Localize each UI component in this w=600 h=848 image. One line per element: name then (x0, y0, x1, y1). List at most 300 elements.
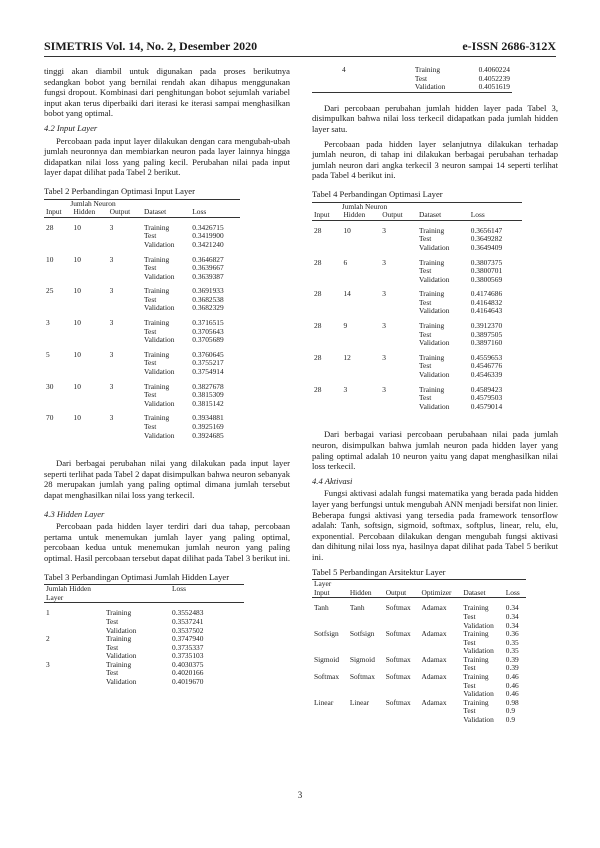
table-5 (312, 579, 526, 725)
input-cell (44, 232, 72, 241)
loss-cell: 0.39 (505, 663, 519, 673)
hidden-cell: 10 (73, 254, 81, 264)
hidden-cell (72, 368, 108, 377)
input-cell (312, 235, 341, 244)
loss-cell: 0.35 (505, 637, 519, 647)
column-header (104, 585, 170, 603)
dataset-cell: Validation (419, 338, 450, 348)
right-column (312, 66, 558, 725)
layer-count-cell (44, 618, 104, 627)
hidden-activation-cell (348, 707, 384, 716)
input-cell (312, 339, 341, 348)
hidden-activation-cell: Tanh (349, 603, 365, 613)
running-header (44, 36, 556, 57)
input-activation-cell (312, 613, 348, 622)
input-cell (312, 276, 341, 285)
hidden-cell (341, 394, 380, 403)
hidden-cell: 10 (73, 349, 81, 359)
dataset-cell: Test (463, 611, 476, 621)
output-cell (108, 328, 142, 337)
hidden-cell (72, 336, 108, 345)
output-cell: 3 (109, 254, 114, 264)
hidden-cell: 6 (343, 257, 348, 267)
table-row (44, 336, 240, 345)
layer-count-cell: 1 (46, 608, 50, 618)
layer-count-cell (312, 83, 413, 92)
dataset-cell: Training (463, 629, 489, 639)
loss-cell: 0.3897160 (470, 338, 503, 348)
dataset-cell: Validation (419, 242, 450, 252)
loss-cell: 0.3426715 (192, 222, 224, 232)
dataset-cell: Training (419, 352, 445, 362)
input-cell (44, 391, 72, 400)
output-cell (108, 400, 142, 409)
loss-cell: 0.3649409 (470, 242, 503, 252)
column-header: Optimizer (420, 589, 462, 598)
loss-cell: 0.4164643 (470, 306, 503, 316)
intro-paragraph: tinggi akan diambil untuk digunakan pada proses berikutnya sedangkan bobot yang bernilai rendah akan dihapus menggunakan fungsi dropout. Kombinasi dari penghitungan bobot sejumlah variabel input akan terus diperbaiki dari iterasi ke iterasi sampai menghasilkan bobot yang optimal. (44, 66, 290, 119)
table-row (44, 652, 244, 661)
table-row (44, 241, 240, 250)
hidden-cell (72, 304, 108, 313)
loss-cell: 0.3897505 (470, 329, 503, 339)
dataset-cell: Test (106, 668, 119, 678)
header-row (312, 211, 522, 220)
dataset-cell: Validation (106, 677, 137, 687)
table-4-caption: Tabel 4 Perbandingan Optimasi Layer (312, 188, 443, 199)
loss-cell: 0.4164832 (470, 297, 503, 307)
output-cell: 3 (382, 352, 386, 362)
dataset-cell: Test (463, 680, 476, 690)
loss-cell: 0.3682329 (192, 303, 224, 313)
hidden-cell: 9 (343, 321, 348, 331)
input-cell (44, 432, 72, 441)
table-row (312, 244, 522, 253)
loss-cell: 0.9 (505, 715, 516, 725)
input-cell (312, 394, 341, 403)
loss-cell: 0.3800569 (470, 274, 503, 284)
output-cell (108, 432, 142, 441)
output-cell (108, 304, 142, 313)
column-header: Jumlah Hidden Layer (44, 585, 104, 603)
input-cell (44, 368, 72, 377)
output-cell (380, 339, 417, 348)
dataset-cell: Validation (419, 274, 450, 284)
output-cell: 3 (382, 289, 386, 299)
column-header: Hidden (341, 211, 380, 220)
table-row (44, 661, 244, 670)
input-activation-cell (312, 682, 348, 691)
input-cell (312, 331, 341, 340)
hidden-cell: 10 (73, 318, 81, 328)
optimizer-cell (420, 716, 462, 725)
page-number: 3 (297, 790, 303, 800)
table-row (312, 622, 526, 631)
hidden-layer-conclusion: Dari percobaan perubahan jumlah hidden layer pada Tabel 3, disimpulkan bahwa nilai loss terkecil didapatkan pada jumlah hidden layer satu. (312, 102, 558, 134)
output-cell: 3 (382, 384, 386, 394)
loss-cell: 0.34 (505, 611, 519, 621)
output-cell: 3 (109, 349, 114, 359)
loss-cell: 0.4589423 (470, 384, 503, 394)
loss-cell: 0.34 (505, 620, 519, 630)
hidden-cell (72, 359, 108, 368)
dataset-cell: Training (144, 349, 170, 359)
left-column (44, 66, 290, 687)
input-cell: 28 (314, 352, 322, 362)
loss-cell: 0.4019670 (172, 677, 204, 687)
table-2 (44, 199, 240, 447)
dataset-cell: Training (463, 603, 489, 613)
output-cell (380, 331, 417, 340)
loss-cell: 0.4052239 (478, 73, 510, 83)
dataset-cell: Training (463, 672, 489, 682)
loss-cell: 0.39 (505, 654, 519, 664)
header-group: Layer (312, 580, 348, 589)
hidden-cell (341, 362, 380, 371)
hidden-cell (341, 403, 380, 412)
loss-cell: 0.4051619 (478, 82, 510, 92)
output-cell (380, 371, 417, 380)
output-cell (380, 394, 417, 403)
loss-cell: 0.3552483 (172, 608, 204, 618)
table-5-caption: Tabel 5 Perbandingan Arsitektur Layer (312, 566, 446, 577)
input-cell (44, 423, 72, 432)
table-row (312, 276, 522, 285)
hidden-cell (341, 267, 380, 276)
hidden-activation-cell (348, 716, 384, 725)
output-activation-cell (384, 639, 420, 648)
loss-cell: 0.3419900 (192, 231, 224, 241)
input-cell (44, 336, 72, 345)
loss-cell: 0.9 (505, 706, 516, 716)
layer-count-cell: 3 (46, 659, 50, 669)
hidden-cell: 3 (343, 384, 348, 394)
optimizer-cell: Adamax (421, 603, 447, 613)
section-4-2-conclusion: Dari berbagai perubahan nilai yang dilakukan pada input layer seperti terlihat pada Tabel 2 dapat disimpulkan bahwa neuron sebanyak 28 merupakan jumlah yang paling optimal dimana jumlah tersebut dapat menghasilkan nilai loss yang terkecil. (44, 458, 290, 500)
column-header: Dataset (461, 589, 503, 598)
output-cell (380, 235, 417, 244)
output-cell: 3 (109, 222, 114, 232)
dataset-cell: Test (106, 616, 119, 626)
input-cell: 5 (46, 349, 50, 359)
loss-cell: 0.3754914 (192, 367, 224, 377)
dataset-cell: Validation (463, 646, 494, 656)
input-cell: 3 (46, 318, 50, 328)
optimizer-cell (420, 682, 462, 691)
optimizer-cell (420, 613, 462, 622)
hidden-cell (72, 296, 108, 305)
hidden-cell (341, 339, 380, 348)
section-4-3-paragraph: Percobaan pada hidden layer terdiri dari dua tahap, percobaan pertama untuk menemukan jumlah layer yang paling optimal, percobaan kedua untuk menemukan jumlah neuron yang paling optimal. Hasil percobaan tersebut dapat dilihat pada Tabel 3 berikut ini. (44, 521, 290, 563)
dataset-cell: Test (419, 361, 432, 371)
input-activation-cell: Tanh (314, 603, 329, 613)
dataset-cell: Training (144, 318, 170, 328)
hidden-cell (72, 391, 108, 400)
dataset-cell: Training (106, 608, 132, 618)
hidden-cell (341, 276, 380, 285)
section-4-2-paragraph: Percobaan pada input layer dilakukan dengan cara mengubah-ubah jumlah neuronnya dan membiarkan neuron pada layer lainnya hingga didapatkan nilai loss yang paling kecil. Perubahan nilai pada input layer dapat dilihat pada Tabel 2 berikut. (44, 135, 290, 178)
input-cell (44, 241, 72, 250)
loss-cell: 0.3421240 (192, 239, 224, 249)
header-group: Jumlah Neuron (312, 202, 417, 211)
dataset-cell: Training (419, 384, 445, 394)
input-cell (312, 362, 341, 371)
dataset-cell: Training (144, 254, 170, 264)
loss-cell: 0.3735337 (172, 642, 204, 652)
dataset-cell: Test (419, 234, 432, 244)
dataset-cell: Test (106, 642, 119, 652)
input-cell: 28 (46, 222, 54, 232)
dataset-cell: Test (463, 637, 476, 647)
input-activation-cell: Sotfsign (314, 629, 339, 639)
input-activation-cell (312, 716, 348, 725)
loss-cell: 0.36 (505, 629, 519, 639)
optimizer-cell (420, 639, 462, 648)
table-row (44, 368, 240, 377)
dataset-cell: Test (144, 390, 157, 400)
neuron-conclusion: Dari berbagai variasi percobaan perubahaan nilai pada jumlah neuron, disimpulkan bahwa jumlah neuron pada hidden layer yang paling optimal adalah 10 neuron yaitu yang dapat menghasilkan nilai loss terkecil. (312, 429, 558, 472)
input-cell (44, 264, 72, 273)
table-row (44, 400, 240, 409)
output-cell: 3 (109, 286, 114, 296)
input-activation-cell (312, 639, 348, 648)
column-header: Output (384, 589, 420, 598)
input-cell (312, 371, 341, 380)
hidden-activation-cell: Linear (349, 697, 370, 707)
loss-cell: 0.3934881 (192, 413, 224, 423)
table-row (312, 656, 526, 665)
input-cell (44, 328, 72, 337)
dataset-cell: Training (419, 225, 445, 235)
loss-cell: 0.4060224 (478, 65, 510, 74)
table-row (312, 699, 526, 708)
hidden-cell: 10 (73, 381, 81, 391)
hidden-cell (72, 400, 108, 409)
table-row (312, 690, 526, 699)
loss-cell: 0.3800701 (470, 266, 503, 276)
dataset-cell: Validation (106, 625, 137, 635)
output-cell (380, 362, 417, 371)
dataset-cell: Test (144, 294, 157, 304)
journal-title: SIMETRIS Vol. 14, No. 2, Desember 2020 (44, 39, 258, 53)
optimizer-cell: Adamax (421, 672, 447, 682)
layer-count-cell (312, 75, 413, 84)
dataset-cell: Training (144, 286, 170, 296)
input-activation-cell (312, 707, 348, 716)
loss-cell: 0.3639667 (192, 263, 224, 273)
header-row (312, 589, 526, 598)
output-cell (108, 232, 142, 241)
output-activation-cell (384, 716, 420, 725)
input-activation-cell: Sigmoid (314, 654, 340, 664)
dataset-cell: Validation (144, 335, 175, 345)
loss-cell: 0.46 (505, 680, 519, 690)
output-cell (108, 296, 142, 305)
dataset-cell: Validation (144, 271, 175, 281)
hidden-cell (341, 307, 380, 316)
column-header: Dataset (142, 208, 190, 217)
loss-cell: 0.4174686 (470, 289, 503, 299)
output-activation-cell (384, 682, 420, 691)
dataset-cell: Training (419, 321, 445, 331)
output-activation-cell: Softmax (385, 654, 411, 664)
dataset-cell: Validation (463, 715, 494, 725)
input-cell (312, 267, 341, 276)
table-row (44, 432, 240, 441)
layer-count-cell: 2 (46, 634, 50, 644)
output-cell (108, 391, 142, 400)
loss-cell: 0.3735103 (172, 651, 204, 661)
column-header: Input (44, 208, 72, 217)
loss-cell: 0.4020166 (172, 668, 204, 678)
hidden-activation-cell: Sigmoid (349, 654, 375, 664)
output-cell (380, 307, 417, 316)
section-4-4-paragraph: Fungsi aktivasi adalah fungsi matematika yang berada pada hidden layer yang berfungsi untuk mengubah ANN menjadi bersifat non linier. Beberapa fungsi aktivasi yang tersedia pada framework tensorflow adalah: Tanh, softsign, sigmoid, softmax, softplus, linear, relu, elu, exponential. Percobaan dilakukan dengan mengubah fungsi aktivasi dan dihitung nilai loss nya, hasilnya dapat dilihat pada Tabel 5 berikut ini. (312, 488, 558, 562)
loss-cell: 0.4579503 (470, 393, 503, 403)
loss-cell: 0.3705689 (192, 335, 224, 345)
dataset-cell: Validation (419, 306, 450, 316)
dataset-cell: Training (414, 65, 441, 74)
table-row (312, 604, 526, 613)
hidden-cell: 10 (343, 225, 351, 235)
header-row (44, 208, 240, 217)
dataset-cell: Validation (144, 367, 175, 377)
loss-cell: 0.3537502 (172, 625, 204, 635)
loss-cell: 0.3912370 (470, 321, 503, 331)
dataset-cell: Validation (144, 430, 175, 440)
dataset-cell: Test (144, 358, 157, 368)
dataset-cell: Test (144, 326, 157, 336)
hidden-activation-cell (348, 682, 384, 691)
layer-count-cell: 4 (342, 65, 346, 74)
output-cell (380, 299, 417, 308)
input-cell (44, 304, 72, 313)
input-cell (44, 296, 72, 305)
hidden-cell: 10 (73, 413, 81, 423)
input-cell: 28 (314, 289, 322, 299)
dataset-cell: Training (144, 222, 170, 232)
hidden-cell (72, 241, 108, 250)
table-row (44, 273, 240, 282)
loss-cell: 0.3639387 (192, 271, 224, 281)
table-row (312, 630, 526, 639)
output-cell (108, 241, 142, 250)
output-cell (108, 423, 142, 432)
table-3 (44, 584, 244, 687)
dataset-cell: Test (144, 422, 157, 431)
table-row (312, 339, 522, 348)
table-2-caption: Tabel 2 Perbandingan Optimasi Input Layer (44, 185, 195, 196)
hidden-cell (341, 331, 380, 340)
hidden-activation-cell (348, 613, 384, 622)
loss-cell: 0.4030375 (172, 659, 204, 669)
column-header: Output (380, 211, 417, 220)
output-cell (108, 264, 142, 273)
dataset-cell: Validation (413, 83, 477, 92)
hidden-cell (341, 244, 380, 253)
output-cell: 3 (109, 318, 114, 328)
table-row (312, 716, 526, 725)
output-cell: 3 (109, 381, 114, 391)
dataset-cell: Test (414, 73, 428, 83)
hidden-activation-cell: Sotfsign (349, 629, 375, 639)
input-cell (312, 299, 341, 308)
input-cell (44, 359, 72, 368)
dataset-cell: Test (144, 263, 157, 273)
loss-cell: 0.34 (505, 603, 519, 613)
loss-cell: 0.4546339 (470, 370, 503, 380)
column-header: Hidden (72, 208, 108, 217)
hidden-cell: 10 (73, 286, 81, 296)
section-4-2-heading: 4.2 Input Layer (44, 122, 98, 133)
output-cell: 3 (382, 257, 386, 267)
input-activation-cell: Softmax (314, 672, 340, 682)
dataset-cell: Training (106, 634, 132, 644)
output-activation-cell: Softmax (385, 672, 411, 682)
column-header: Hidden (348, 589, 384, 598)
dataset-cell: Training (419, 289, 445, 299)
hidden-cell (341, 235, 380, 244)
output-cell (380, 276, 417, 285)
table-4 (312, 202, 522, 418)
input-cell (44, 273, 72, 282)
table-row (44, 627, 244, 636)
loss-cell: 0.4579014 (470, 401, 503, 411)
optimizer-cell: Adamax (421, 654, 447, 664)
column-header: Loss (170, 585, 244, 603)
hidden-cell (72, 432, 108, 441)
table-row (312, 403, 522, 412)
column-header: Dataset (417, 211, 469, 220)
dataset-cell: Validation (419, 401, 450, 411)
dataset-cell: Test (419, 329, 432, 339)
dataset-cell: Test (419, 297, 432, 307)
dataset-cell: Training (144, 413, 170, 423)
input-cell: 28 (314, 384, 322, 394)
output-cell: 3 (382, 225, 386, 235)
loss-cell: 0.4559653 (470, 352, 503, 362)
section-4-3-heading: 4.3 Hidden Layer (44, 508, 105, 519)
dataset-cell: Test (144, 231, 157, 241)
hidden-cell (341, 299, 380, 308)
table-row (312, 664, 526, 673)
input-cell (312, 403, 341, 412)
hidden-cell (341, 371, 380, 380)
layer-count-cell (44, 652, 104, 661)
hidden-cell: 12 (343, 352, 351, 362)
input-cell: 28 (314, 257, 322, 267)
loss-cell: 0.3705643 (192, 326, 224, 336)
loss-cell: 0.3716515 (192, 318, 224, 328)
gap-cell (312, 411, 522, 417)
column-header: Output (108, 208, 142, 217)
header-row (44, 585, 244, 603)
neuron-paragraph: Percobaan pada hidden layer selanjutnya dilakukan terhadap jumlah neuron, di tahap ini dilakukan berbagai perubahan terhadap jumlah neuron dari angka terkecil 3 neuron sampai 14 seperti terlihat pada Tabel 4 berikut ini. (312, 138, 558, 181)
dataset-cell: Training (463, 697, 489, 707)
dataset-cell: Validation (144, 303, 175, 313)
layer-count-cell (44, 644, 104, 653)
input-cell: 25 (46, 286, 54, 296)
hidden-cell (72, 264, 108, 273)
optimizer-cell: Adamax (421, 697, 447, 707)
layer-count-cell (44, 627, 104, 636)
output-cell (108, 336, 142, 345)
table-row (312, 83, 512, 92)
dataset-cell: Validation (463, 620, 494, 630)
output-cell (108, 273, 142, 282)
loss-cell: 0.46 (505, 672, 519, 682)
loss-cell: 0.35 (505, 646, 519, 656)
